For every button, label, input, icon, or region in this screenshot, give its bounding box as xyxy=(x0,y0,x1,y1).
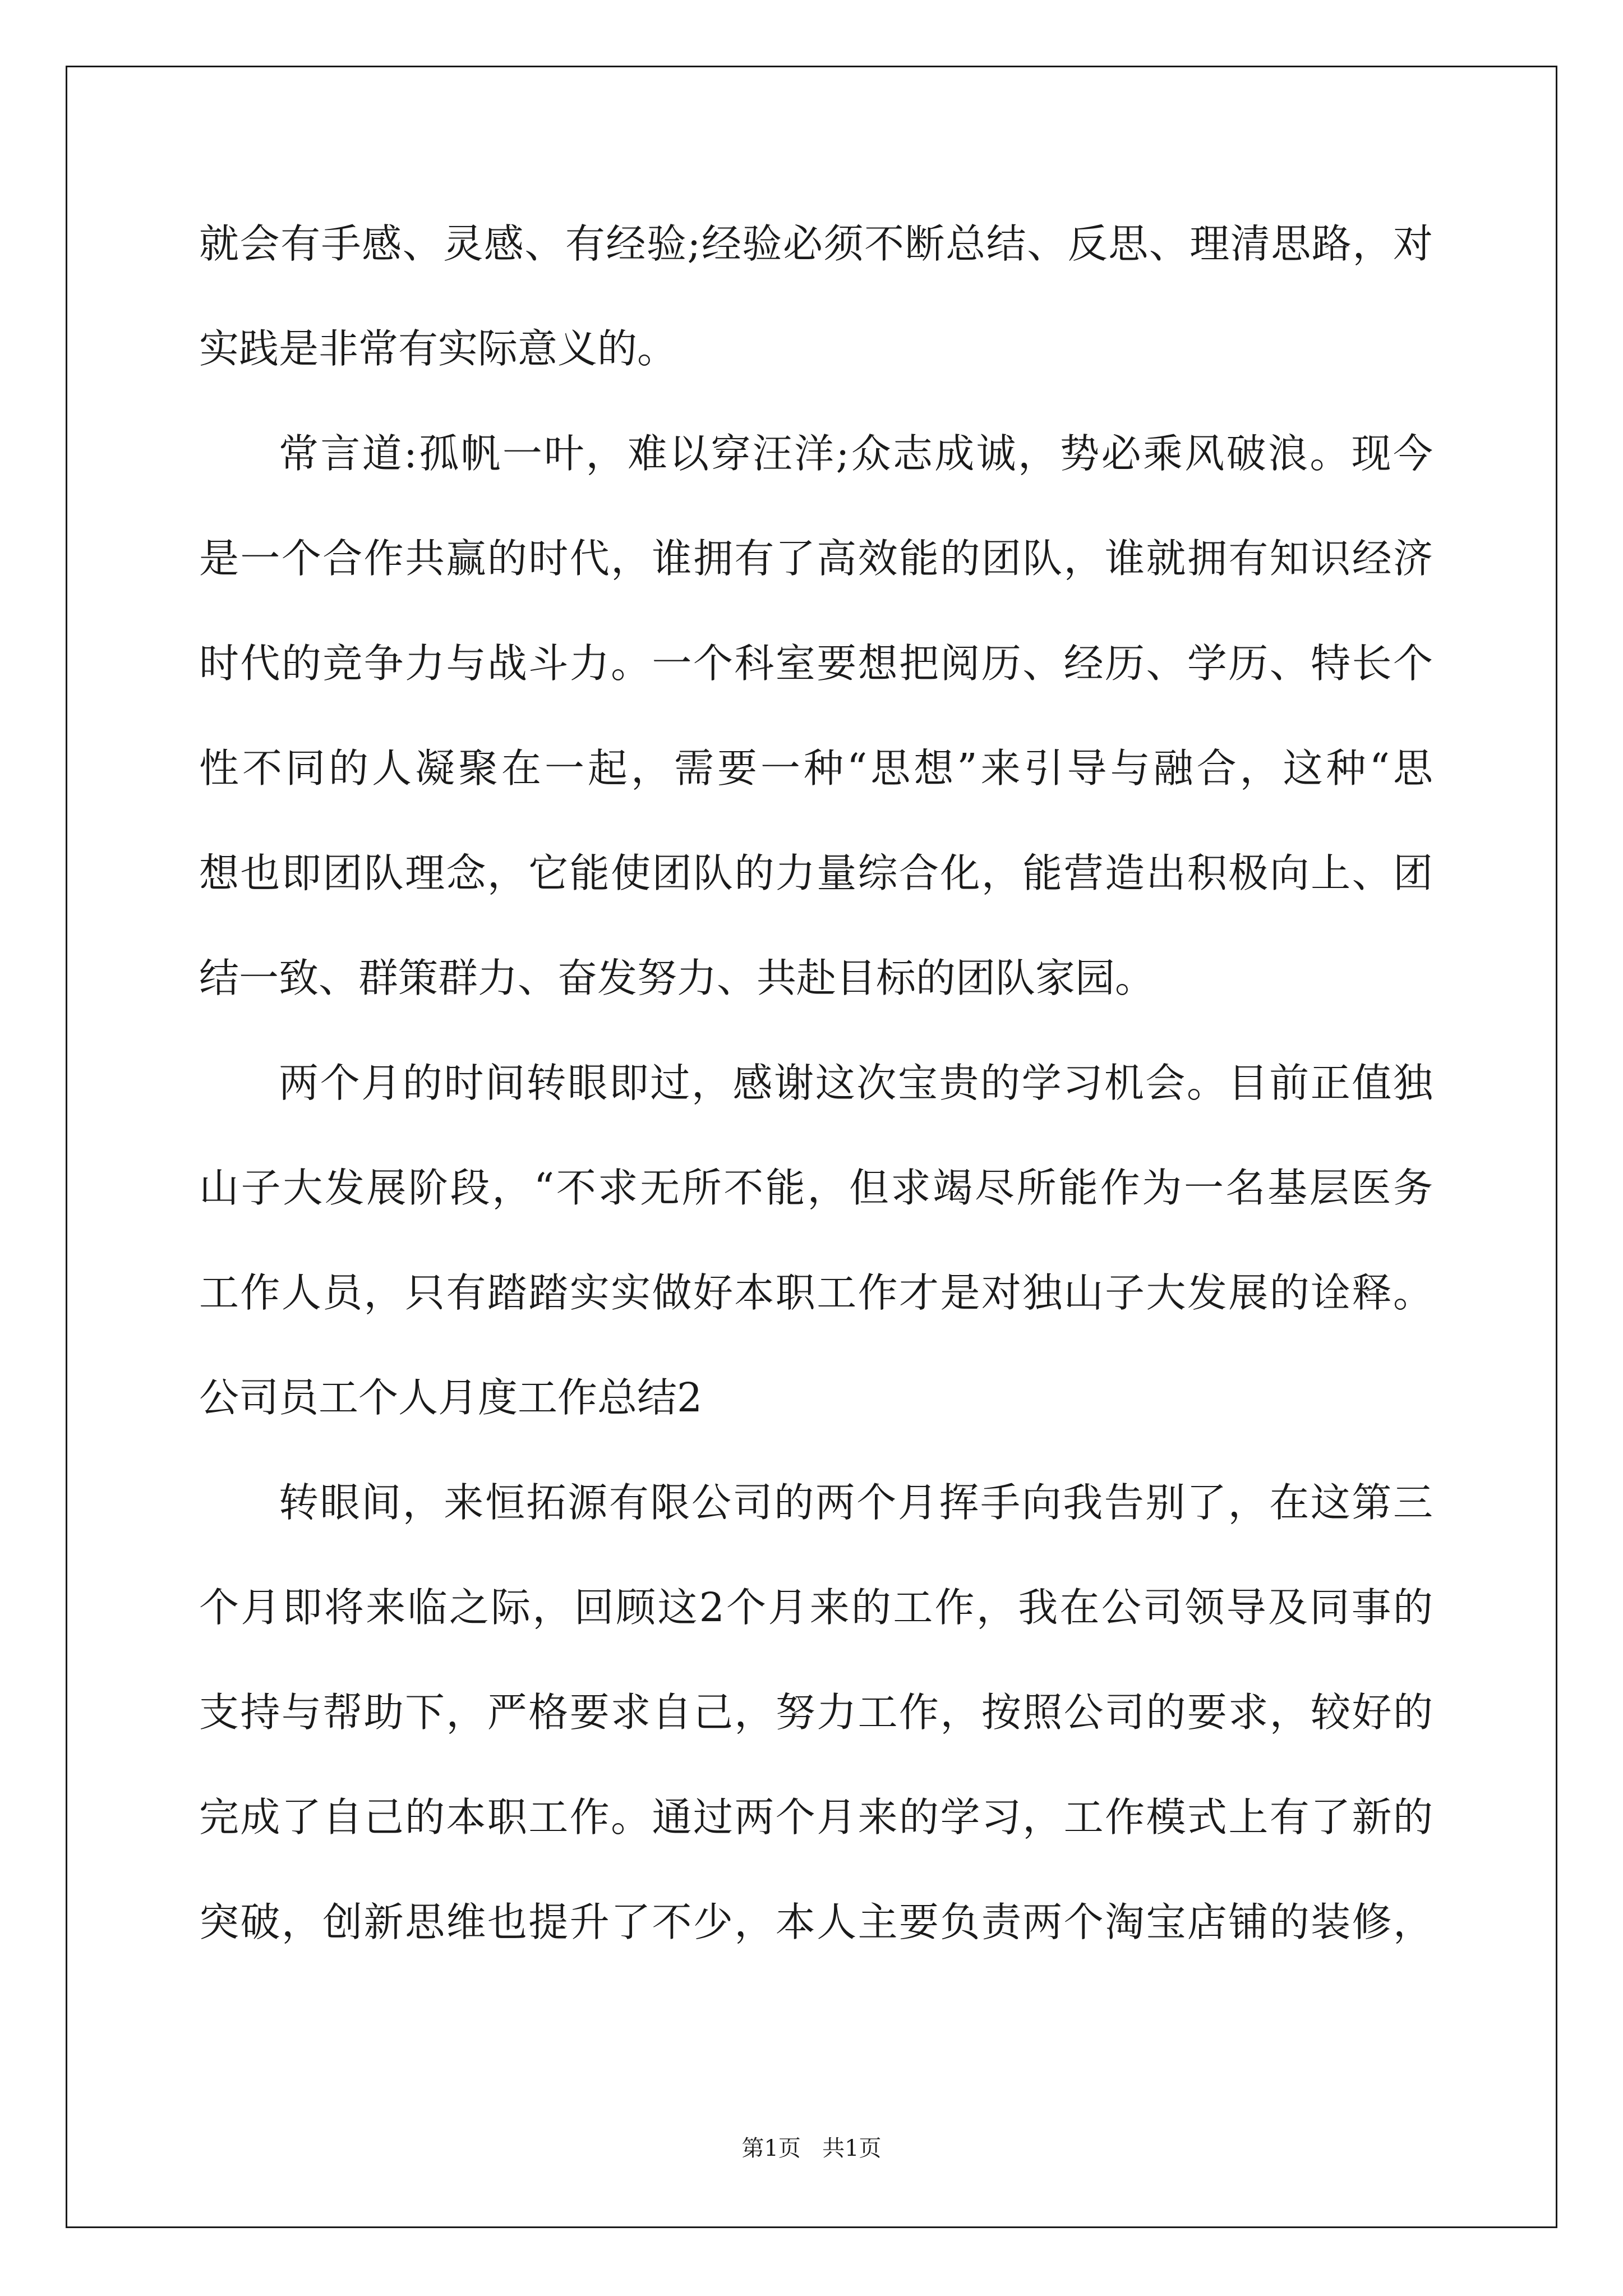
page-total: 共1页 xyxy=(822,2136,882,2161)
body-line: 实践是非常有实际意义的。 xyxy=(199,325,677,372)
paragraph-first-line: 常言道:孤帆一叶，难以穿汪洋;众志成诚，势必乘风破浪。现今 xyxy=(279,430,1433,477)
body-line: 支持与帮助下，严格要求自己，努力工作，按照公司的要求，较好的 xyxy=(199,1689,1433,1736)
body-line: 山子大发展阶段，“不求无所不能，但求竭尽所能作为一名基层医务 xyxy=(199,1165,1433,1211)
body-line: 就会有手感、灵感、有经验;经验必须不断总结、反思、理清思路，对 xyxy=(199,220,1433,267)
body-line: 个月即将来临之际，回顾这2个月来的工作，我在公司领导及同事的 xyxy=(199,1584,1433,1631)
page-footer xyxy=(0,2131,1623,2162)
body-line: 是一个合作共赢的时代，谁拥有了高效能的团队，谁就拥有知识经济 xyxy=(199,535,1433,582)
body-line: 性不同的人凝聚在一起，需要一种“思想”来引导与融合，这种“思 xyxy=(199,745,1433,792)
body-line: 时代的竞争力与战斗力。一个科室要想把阅历、经历、学历、特长个 xyxy=(199,640,1433,687)
paragraph-first-line: 转眼间，来恒拓源有限公司的两个月挥手向我告别了，在这第三 xyxy=(279,1479,1433,1526)
section-heading: 公司员工个人月度工作总结2 xyxy=(199,1374,703,1421)
body-line: 突破，创新思维也提升了不少，本人主要负责两个淘宝店铺的装修， xyxy=(199,1899,1433,1945)
paragraph-first-line: 两个月的时间转眼即过，感谢这次宝贵的学习机会。目前正值独 xyxy=(279,1060,1433,1106)
body-line: 结一致、群策群力、奋发努力、共赴目标的团队家园。 xyxy=(199,955,1155,1001)
document-body xyxy=(199,218,1433,2001)
body-line: 想也即团队理念，它能使团队的力量综合化，能营造出积极向上、团 xyxy=(199,850,1433,896)
body-line: 工作人员，只有踏踏实实做好本职工作才是对独山子大发展的诠释。 xyxy=(199,1269,1433,1316)
body-line: 完成了自己的本职工作。通过两个月来的学习，工作模式上有了新的 xyxy=(199,1794,1433,1841)
page-number: 第1页 xyxy=(741,2136,801,2161)
